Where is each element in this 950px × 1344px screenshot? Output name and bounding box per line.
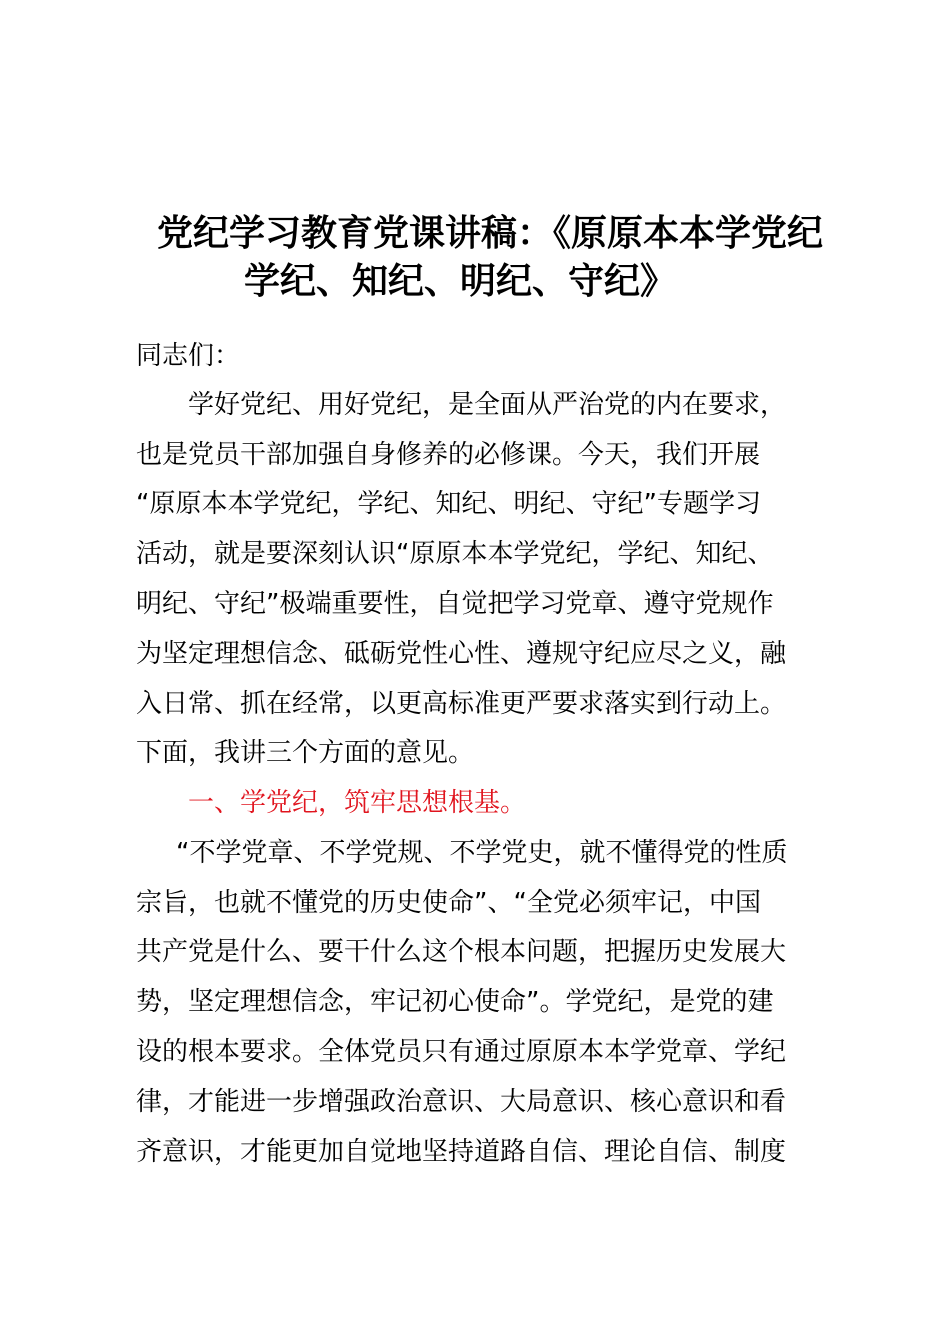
paragraph-2-line-2: 宗旨，也就不懂党的历史使命”、“全党必须牢记，中国 [136, 888, 761, 918]
paragraph-1-line-3: “原原本本学党纪，学纪、知纪、明纪、守纪”专题学习 [136, 489, 761, 519]
paragraph-2-line-7: 齐意识，才能更加自觉地坚持道路自信、理论自信、制度 [136, 1137, 787, 1167]
paragraph-1-line-2: 也是党员干部加强自身修养的必修课。今天，我们开展 [136, 440, 761, 470]
paragraph-1-line-5: 明纪、守纪”极端重要性，自觉把学习党章、遵守党规作 [136, 589, 774, 619]
document-title-line-2: 学纪、知纪、明纪、守纪》 [243, 261, 676, 302]
section-1-heading: 一、学党纪，筑牢思想根基。 [188, 788, 527, 818]
salutation: 同志们： [136, 341, 241, 371]
paragraph-1-line-1: 学好党纪、用好党纪，是全面从严治党的内在要求， [188, 390, 787, 420]
paragraph-2-line-3: 共产党是什么、要干什么这个根本问题，把握历史发展大 [136, 937, 787, 967]
document-title-line-1: 党纪学习教育党课讲稿：《原原本本学党纪 [156, 213, 823, 254]
paragraph-2-line-1: “不学党章、不学党规、不学党史，就不懂得党的性质 [176, 838, 788, 868]
paragraph-1-line-4: 活动，就是要深刻认识“原原本本学党纪，学纪、知纪、 [136, 539, 774, 569]
paragraph-1-line-8: 下面，我讲三个方面的意见。 [136, 738, 475, 768]
paragraph-2-line-6: 律，才能进一步增强政治意识、大局意识、核心意识和看 [136, 1087, 787, 1117]
paragraph-1-line-7: 入日常、抓在经常，以更高标准更严要求落实到行动上。 [136, 689, 787, 719]
paragraph-2-line-4: 势，坚定理想信念，牢记初心使命”。学党纪，是党的建 [136, 987, 774, 1017]
paragraph-1-line-6: 为坚定理想信念、砥砺党性心性、遵规守纪应尽之义，融 [136, 639, 787, 669]
paragraph-2-line-5: 设的根本要求。全体党员只有通过原原本本学党章、学纪 [136, 1037, 787, 1067]
